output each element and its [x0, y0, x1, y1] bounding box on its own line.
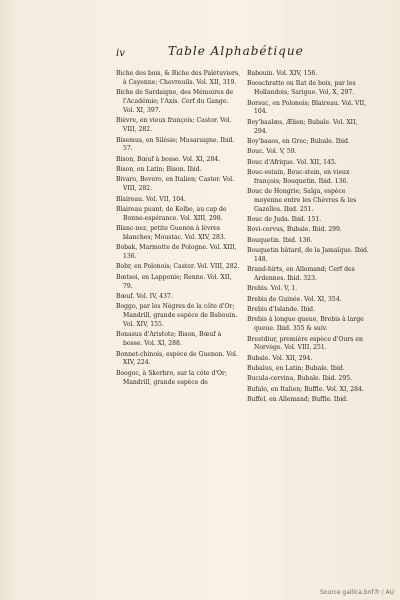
- index-entry: Bœuf. Vol. IV, 437.: [116, 292, 173, 300]
- index-entry: Bouc. Vol. V, 59.: [247, 148, 297, 156]
- index-columns: [116, 70, 372, 550]
- index-entry: Bubalus, en Latin; Bubale. Ibid.: [247, 365, 345, 372]
- index-entry: Brebis à longue queue, Brebis à large queue. Ibid. 355 & suiv.: [247, 316, 364, 333]
- index-entry: Brestdiur, première espèce d'Ours en Norvège. Vol. VIII, 251.: [247, 335, 363, 352]
- page-number: iv: [116, 48, 125, 59]
- index-entry: Bouc de Juda. Ibid. 151.: [247, 216, 322, 224]
- index-entry: Blanc-nez, petite Guenon à lèvres blanches; Moustac. Vol. XIV, 283.: [116, 225, 226, 241]
- index-entry: Boggo, par les Nègres de la côte d'Or; Mandrill, grande espèce de Babouin. Vol. XIV, 155.: [116, 303, 238, 329]
- index-entry: Booschratte ou Rat de bois, par les Hollandois; Sarigue. Vol. X, 297.: [247, 80, 356, 97]
- index-entry: Boy'baalæs, Ælien; Bubale. Vol. XII, 294.: [247, 118, 358, 135]
- index-entry: Bouc de Hongrie; Saïga, espèce moyenne entre les Chèvres & les Gazelles. Ibid. 251.: [247, 188, 357, 213]
- index-entry: Bovi-cervus, Bubale. Ibid. 299.: [247, 226, 342, 234]
- index-entry: Brebis d'Islande. Ibid.: [247, 306, 316, 313]
- index-entry: Biche des bois, & Biche des Palétuviers, à Cayenne; Chevreuils. Vol. XII, 319.: [116, 70, 241, 86]
- index-entry: Bison, Bœuf à bosse. Vol. XI, 284.: [116, 155, 221, 163]
- index-entry: Bonnet-chinois, espèce de Guenon. Vol. XIV, 224.: [116, 350, 238, 367]
- index-entry: Bubale. Vol. XII, 294.: [247, 354, 313, 362]
- index-entry: Bisemus, en Silésie; Musaraigne. Ibid. 57.: [116, 136, 235, 153]
- index-entry: Boogoc, à Skerbro, sur la côte d'Or; Mandrill, grande espèce de: [116, 369, 228, 386]
- index-entry: Bouquetin. Ibid. 136.: [247, 236, 313, 244]
- index-entry: Boy'baaos, en Grec; Bubale. Ibid.: [247, 137, 350, 145]
- index-entry: Bison, en Latin; Bison. Ibid.: [116, 166, 202, 174]
- index-entry: Bobak, Marmotte de Pologne. Vol. XIII, 136.: [116, 244, 237, 261]
- index-entry: Blaireau puant, de Kolbe, au cap de Bonne-espérance. Vol. XIII, 298.: [116, 205, 227, 222]
- left-column: [116, 70, 241, 550]
- index-entry: Bucula-cervina, Bubale. Ibid. 295.: [247, 375, 353, 383]
- running-title: Table Alphabétique: [168, 44, 304, 58]
- index-entry: Bouquetin bâtard, de la Jamaïque. Ibid. 148.: [247, 247, 369, 263]
- index-entry: Bobr, en Polonois; Castor. Vol. VIII, 282.: [116, 263, 240, 271]
- index-entry: Biche de Sardaigne, des Mémoires de l'Académie; l'Axis. Cerf du Gange. Vol. XI, 397.: [116, 89, 234, 115]
- right-column: [247, 70, 372, 550]
- index-entry: Bouc d'Afrique. Vol. XII, 145.: [247, 158, 337, 166]
- index-entry: Bièvre, en vieux françois; Castor. Vol. VIII, 282.: [116, 117, 232, 134]
- source-credit: Source gallica.bnf.fr / AU: [320, 589, 394, 596]
- index-entry: Bouc-estain, Bouc-stein, en vieux françois; Bouquetin. Ibid. 136.: [247, 168, 350, 185]
- index-entry: Brebis de Guinée. Vol. XI, 354.: [247, 295, 342, 303]
- index-entry: Babouin. Vol. XIV, 156.: [247, 70, 318, 77]
- index-entry: Buffel, en Allemand; Buffle. Ibid.: [247, 395, 349, 403]
- index-entry: Borsuc, en Polonois; Blaireau. Vol. VII, 104.: [247, 99, 367, 116]
- index-entry: Blaireau. Vol. VII, 104.: [116, 195, 186, 203]
- index-entry: Bivaro, Bevero, en Italien; Castor. Vol. VIII, 282.: [116, 176, 234, 193]
- index-entry: Brebis. Vol. V, 1.: [247, 285, 298, 293]
- index-entry: Bonasus d'Aristote; Bison, Bœuf à bosse. Vol. XI, 288.: [116, 331, 222, 348]
- index-entry: Brand-hirts, en Allemand; Cerf des Ardennes. Ibid. 323.: [247, 266, 355, 283]
- index-entry: Bœtsoi, en Lapponie; Renne. Vol. XII, 79.: [116, 273, 232, 290]
- index-entry: Bufalo, en Italien; Buffle. Vol. XI, 284.: [247, 385, 364, 393]
